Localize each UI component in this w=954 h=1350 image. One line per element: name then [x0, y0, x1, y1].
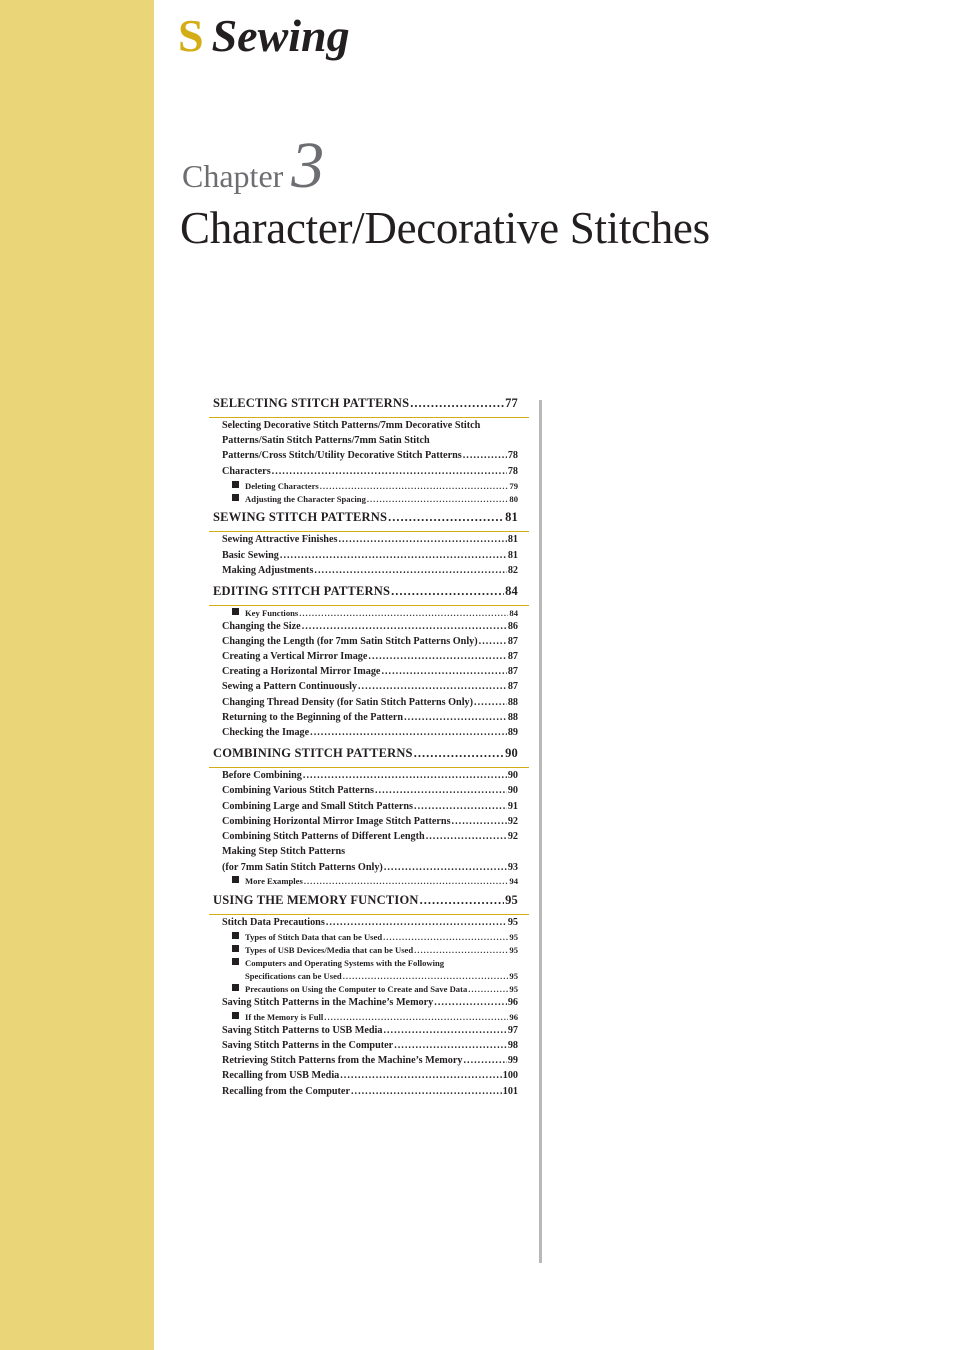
toc-entry-line: Making Step Stitch Patterns [222, 846, 346, 857]
dot-leader [452, 816, 507, 827]
toc-entry-text: Specifications can be Used [245, 971, 342, 981]
toc-entry[interactable] [222, 621, 518, 632]
toc-entry-title [232, 1012, 323, 1022]
toc-entry[interactable] [222, 816, 518, 827]
toc-entry-text: Creating a Vertical Mirror Image [222, 651, 368, 662]
toc-entry[interactable] [213, 396, 518, 411]
toc-entry[interactable] [222, 651, 518, 662]
toc-entry-title [222, 636, 478, 647]
toc-entry[interactable] [213, 584, 518, 599]
toc-entry-text: Precautions on Using the Computer to Create and Save Data [245, 984, 468, 994]
toc-entry-title [213, 584, 390, 599]
toc-entry-text: Saving Stitch Patterns in the Computer [222, 1040, 394, 1051]
square-bullet-icon [232, 1012, 239, 1019]
toc-entry-text: Characters [222, 466, 271, 477]
toc-entry-title [222, 997, 433, 1008]
toc-entry-title [232, 608, 298, 618]
toc-entry-title [222, 550, 279, 561]
toc-entry[interactable] [222, 697, 518, 708]
dot-leader [414, 801, 507, 812]
toc-entry-text: Combining Stitch Patterns of Different Length [222, 831, 425, 842]
toc-entry-title [232, 876, 303, 886]
toc-entry-title [222, 651, 367, 662]
toc-entry[interactable] [222, 534, 518, 545]
square-bullet-icon [232, 876, 239, 883]
square-bullet-icon [232, 984, 239, 991]
dot-leader [272, 466, 507, 477]
toc-page-number: 92 [507, 816, 518, 827]
toc-entry-title [222, 727, 309, 738]
toc-entry-title [222, 1055, 462, 1066]
dot-leader [343, 971, 509, 981]
toc-entry-title [222, 712, 403, 723]
section-letter: S [178, 10, 204, 61]
toc-entry-title [213, 510, 387, 525]
toc-entry-text: Types of USB Devices/Media that can be Used [245, 945, 414, 955]
dot-leader [381, 666, 506, 677]
dot-leader [414, 746, 504, 761]
square-bullet-icon [232, 608, 239, 615]
dot-leader [320, 481, 509, 491]
toc-entry-text: Creating a Horizontal Mirror Image [222, 666, 381, 677]
square-bullet-icon [232, 958, 239, 965]
dot-leader [338, 534, 506, 545]
toc-entry-text: Basic Sewing [222, 550, 279, 561]
toc-entry-title [222, 785, 374, 796]
toc-entry-text: Recalling from USB Media [222, 1070, 340, 1081]
toc-entry-title [213, 893, 419, 908]
toc-entry-text: Combining Various Stitch Patterns [222, 785, 374, 796]
dot-leader [326, 917, 507, 928]
toc-page-number: 87 [507, 681, 518, 692]
toc-entry-text: Key Functions [245, 608, 299, 618]
toc-entry-text: SELECTING STITCH PATTERNS [213, 396, 410, 410]
dot-leader [463, 1055, 506, 1066]
toc-entry[interactable] [222, 1086, 518, 1097]
toc-page-number: 101 [502, 1086, 518, 1097]
toc-page-number: 97 [507, 1025, 518, 1036]
toc-entry-title [232, 481, 319, 491]
toc-entry-title [222, 621, 301, 632]
dot-leader [420, 893, 504, 908]
toc-entry-title [222, 681, 357, 692]
toc-entry-line [232, 958, 444, 968]
toc-page-number: 80 [509, 494, 518, 504]
toc-entry-text: Changing the Size [222, 621, 301, 632]
toc-page-number: 79 [509, 481, 518, 491]
toc-entry-text: Checking the Image [222, 727, 310, 738]
toc-page-number: 95 [505, 893, 518, 907]
toc-page-number: 81 [505, 510, 518, 524]
chapter-number: 3 [291, 129, 325, 202]
toc-entry-title [213, 396, 409, 411]
toc-entry[interactable] [222, 466, 518, 477]
toc-page-number: 87 [507, 666, 518, 677]
section-underline [209, 417, 529, 418]
toc-entry-text: USING THE MEMORY FUNCTION [213, 893, 419, 907]
toc-entry-title [232, 494, 366, 504]
section-underline [209, 605, 529, 606]
toc-entry-text: Changing the Length (for 7mm Satin Stitch Patterns Only) [222, 636, 478, 647]
dot-leader [391, 584, 504, 599]
toc-entry[interactable] [222, 681, 518, 692]
toc-page-number: 100 [502, 1070, 518, 1081]
dot-leader [368, 651, 506, 662]
toc-entry-text: Saving Stitch Patterns in the Machine’s Memory [222, 997, 434, 1008]
toc-entry-text: Computers and Operating Systems with the Following [245, 958, 445, 968]
dot-leader [388, 510, 504, 525]
dot-leader [299, 608, 508, 618]
dot-leader [474, 697, 507, 708]
toc-entry-text: Patterns/Cross Stitch/Utility Decorative Stitch Patterns [222, 450, 462, 461]
dot-leader [463, 450, 507, 461]
toc-entry-text: Sewing Attractive Finishes [222, 534, 338, 545]
toc-page-number: 77 [505, 396, 518, 410]
toc-page-number: 96 [509, 1012, 518, 1022]
toc-page-number: 87 [507, 651, 518, 662]
dot-leader [280, 550, 507, 561]
toc-page-number: 81 [507, 534, 518, 545]
toc-entry-title [222, 1070, 339, 1081]
toc-page-number: 88 [507, 712, 518, 723]
toc-entry[interactable] [232, 932, 518, 942]
dot-leader [324, 1012, 508, 1022]
toc-entry[interactable] [232, 1012, 518, 1022]
dot-leader [410, 396, 504, 411]
dot-leader [404, 712, 507, 723]
dot-leader [479, 636, 507, 647]
dot-leader [302, 621, 507, 632]
dot-leader [426, 831, 507, 842]
toc-page-number: 89 [507, 727, 518, 738]
toc-entry-text: Making Adjustments [222, 565, 314, 576]
square-bullet-icon [232, 945, 239, 952]
toc-entry[interactable] [222, 917, 518, 928]
toc-entry-title [222, 450, 462, 461]
toc-entry-text: Recalling from the Computer [222, 1086, 350, 1097]
toc-entry-title [222, 1025, 382, 1036]
toc-entry-title [222, 1086, 350, 1097]
toc-page-number: 98 [507, 1040, 518, 1051]
toc-entry-text: Sewing a Pattern Continuously [222, 681, 357, 692]
toc-entry-text: EDITING STITCH PATTERNS [213, 584, 391, 598]
toc-entry-text: Adjusting the Character Spacing [245, 494, 366, 504]
toc-page-number: 90 [507, 785, 518, 796]
toc-entry-title [232, 945, 413, 955]
toc-page-number: 90 [505, 746, 518, 760]
toc-entry-title [222, 697, 473, 708]
dot-leader [304, 876, 509, 886]
toc-entry-text: If the Memory is Full [245, 1012, 324, 1022]
toc-page-number: 95 [509, 932, 518, 942]
toc-entry-title [222, 831, 425, 842]
toc-entry-text: Retrieving Stitch Patterns from the Machine’s Memory [222, 1055, 463, 1066]
dot-leader [340, 1070, 501, 1081]
toc-page-number: 88 [507, 697, 518, 708]
dot-leader [314, 565, 506, 576]
toc-page-number: 94 [509, 876, 518, 886]
toc-page-number: 93 [507, 862, 518, 873]
chapter-title: Character/Decorative Stitches [180, 203, 710, 253]
toc-entry-title [222, 466, 271, 477]
section-underline [209, 531, 529, 532]
toc-entry-title [222, 565, 313, 576]
toc-entry-title [222, 534, 337, 545]
toc-page-number: 84 [505, 584, 518, 598]
toc-entry-title [213, 746, 413, 761]
toc-entry[interactable] [232, 876, 518, 886]
toc-entry[interactable] [232, 608, 518, 618]
toc-entry[interactable] [232, 945, 518, 955]
toc-entry[interactable] [222, 1025, 518, 1036]
square-bullet-icon [232, 481, 239, 488]
dot-leader [394, 1040, 507, 1051]
toc-entry-text: Stitch Data Precautions [222, 917, 325, 928]
dot-leader [383, 1025, 506, 1036]
toc-entry-title [222, 770, 302, 781]
toc-entry[interactable] [232, 481, 518, 491]
toc-entry-title [222, 666, 380, 677]
toc-entry-text: More Examples [245, 876, 303, 886]
section-title: Sewing [211, 10, 350, 61]
toc-entry-text: SEWING STITCH PATTERNS [213, 510, 388, 524]
dot-leader [384, 862, 507, 873]
toc-entry-text: Saving Stitch Patterns to USB Media [222, 1025, 383, 1036]
toc-page-number: 92 [507, 831, 518, 842]
toc-entry[interactable] [222, 666, 518, 677]
toc-entry-title [245, 971, 342, 981]
toc-entry[interactable] [222, 1055, 518, 1066]
section-underline [209, 914, 529, 915]
toc-entry-line: Patterns/Satin Stitch Patterns/7mm Satin Stitch [222, 435, 430, 446]
toc-entry-title [222, 1040, 393, 1051]
toc-page-number: 87 [507, 636, 518, 647]
toc-entry[interactable] [222, 565, 518, 576]
toc-entry-text: Returning to the Beginning of the Pattern [222, 712, 404, 723]
dot-leader [367, 494, 509, 504]
toc-entry[interactable] [222, 1070, 518, 1081]
toc-entry[interactable] [222, 636, 518, 647]
toc-page-number: 86 [507, 621, 518, 632]
toc-entry[interactable] [222, 862, 518, 873]
toc-entry-text: Deleting Characters [245, 481, 319, 491]
toc-entry-title [222, 801, 413, 812]
toc-entry[interactable] [213, 510, 518, 525]
chapter-label: Chapter [182, 158, 284, 194]
dot-leader [375, 785, 507, 796]
section-underline [209, 767, 529, 768]
toc-entry[interactable] [222, 712, 518, 723]
toc-entry-title [232, 932, 382, 942]
toc-entry[interactable] [222, 831, 518, 842]
square-bullet-icon [232, 494, 239, 501]
toc-entry-text: Before Combining [222, 770, 302, 781]
dot-leader [351, 1086, 502, 1097]
toc-page-number: 82 [507, 565, 518, 576]
toc-entry-text: Changing Thread Density (for Satin Stitch Patterns Only) [222, 697, 474, 708]
toc-entry[interactable] [222, 770, 518, 781]
toc-entry-title [222, 862, 383, 873]
toc-page-number: 81 [507, 550, 518, 561]
toc-entry[interactable] [213, 893, 518, 908]
dot-leader [414, 945, 508, 955]
toc-entry-text: COMBINING STITCH PATTERNS [213, 746, 413, 760]
toc-entry-title [222, 816, 451, 827]
toc-entry[interactable] [232, 494, 518, 504]
toc-page-number: 95 [509, 945, 518, 955]
dot-leader [303, 770, 507, 781]
toc-entry[interactable] [222, 450, 518, 461]
toc-page-number: 95 [509, 984, 518, 994]
toc-entry-text: Combining Horizontal Mirror Image Stitch Patterns [222, 816, 451, 827]
toc-entry[interactable] [222, 801, 518, 812]
toc-page-number: 95 [509, 971, 518, 981]
dot-leader [468, 984, 508, 994]
toc-entry-text: (for 7mm Satin Stitch Patterns Only) [222, 862, 383, 873]
dot-leader [434, 997, 507, 1008]
toc-entry-text: Types of Stitch Data that can be Used [245, 932, 383, 942]
dot-leader [383, 932, 508, 942]
toc-page-number: 96 [507, 997, 518, 1008]
toc-entry-title [232, 984, 467, 994]
toc-entry-line: Selecting Decorative Stitch Patterns/7mm Decorative Stitch [222, 420, 481, 431]
toc-entry-text: Combining Large and Small Stitch Patterns [222, 801, 414, 812]
toc-page-number: 99 [507, 1055, 518, 1066]
toc-entry[interactable] [222, 1040, 518, 1051]
dot-leader [310, 727, 507, 738]
toc-entry-title [222, 917, 325, 928]
toc-entry[interactable] [232, 984, 518, 994]
toc-page-number: 95 [507, 917, 518, 928]
toc-entry[interactable] [222, 550, 518, 561]
toc-entry[interactable] [245, 971, 518, 981]
toc-page-number: 84 [509, 608, 518, 618]
toc-entry[interactable] [213, 746, 518, 761]
toc-page-number: 90 [507, 770, 518, 781]
toc-entry[interactable] [222, 785, 518, 796]
dot-leader [358, 681, 507, 692]
toc-entry[interactable] [222, 997, 518, 1008]
toc-page-number: 78 [507, 450, 518, 461]
square-bullet-icon [232, 932, 239, 939]
toc-entry[interactable] [222, 727, 518, 738]
toc-page-number: 78 [507, 466, 518, 477]
toc-page-number: 91 [507, 801, 518, 812]
